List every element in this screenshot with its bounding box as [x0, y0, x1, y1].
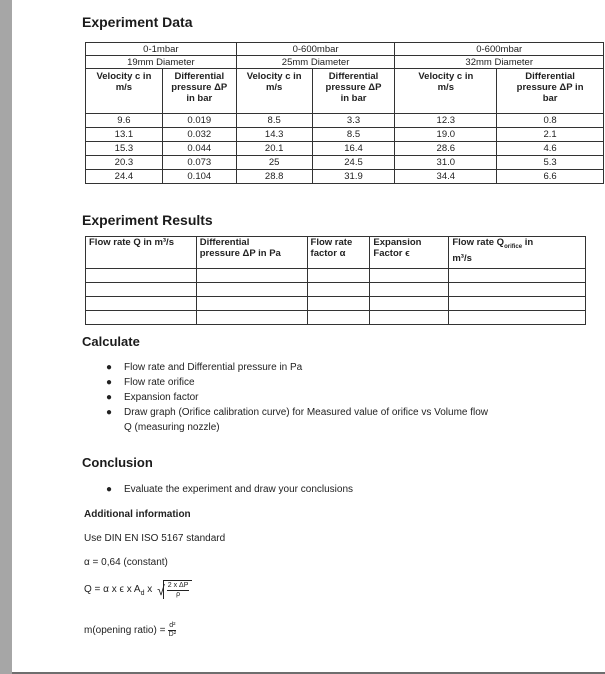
additional-info-heading: Additional information [84, 509, 191, 520]
col-velocity-3: Velocity c in m/s [395, 69, 497, 114]
pipe-range-2: 0-600mbar [236, 43, 395, 56]
table-row [86, 283, 586, 297]
opening-ratio-formula: m(opening ratio) = $\frac{\text{d²}}{\text{D²}}$ [84, 622, 177, 638]
pipe-range-1: 0-1mbar [86, 43, 237, 56]
table-cell: 0.104 [162, 170, 236, 184]
table-cell: 4.6 [497, 142, 604, 156]
table-cell: 0.019 [162, 114, 236, 128]
table-row [86, 311, 586, 325]
table-cell: 16.4 [312, 142, 395, 156]
alpha-text: α = 0,64 (constant) [84, 557, 168, 568]
standard-text: Use DIN EN ISO 5167 standard [84, 533, 226, 544]
col-flow-rate-orifice: Flow rate $Q_{orifice}$ in m³/s [449, 237, 586, 269]
col-expansion-factor: Expansion Factor ϵ [370, 237, 449, 269]
table-cell: 8.5 [236, 114, 312, 128]
table-cell: 6.6 [497, 170, 604, 184]
table-cell: 25 [236, 156, 312, 170]
table-cell: 13.1 [86, 128, 163, 142]
table-cell: 31.0 [395, 156, 497, 170]
table-cell: 28.6 [395, 142, 497, 156]
table-cell: 9.6 [86, 114, 163, 128]
table-cell: 8.5 [312, 128, 395, 142]
table-row [86, 297, 586, 311]
list-item: ● Flow rate and Differential pressure in Pa [106, 362, 303, 373]
table-row [86, 128, 604, 142]
table-cell: 15.3 [86, 142, 163, 156]
calculate-heading: Calculate [82, 334, 140, 349]
col-flow-rate-q: Flow rate Q in m³/s [86, 237, 197, 269]
table-cell: 0.073 [162, 156, 236, 170]
table-cell: 24.5 [312, 156, 395, 170]
col-flow-rate-factor: Flow rate factor α [307, 237, 370, 269]
col-differential-pa: Differential pressure ΔP in Pa [196, 237, 307, 269]
table-cell: 12.3 [395, 114, 497, 128]
col-dp-3: Differential pressure ΔP in bar [497, 69, 604, 114]
pipe-diameter-2: 25mm Diameter [236, 56, 395, 69]
experiment-data-table [85, 42, 604, 184]
col-dp-2: Differential pressure ΔP in bar [312, 69, 395, 114]
flow-formula: Q = α x ϵ x $A_d$ x √ $\frac{\text{2 x ΔP}}{\rho}$ [84, 580, 192, 599]
list-item: ● Expansion factor [106, 392, 199, 403]
experiment-results-heading: Experiment Results [82, 212, 213, 228]
pipe-diameter-3: 32mm Diameter [395, 56, 604, 69]
table-cell: 31.9 [312, 170, 395, 184]
table-cell: 20.1 [236, 142, 312, 156]
table-row [86, 156, 604, 170]
table-cell: 0.044 [162, 142, 236, 156]
table-cell: 14.3 [236, 128, 312, 142]
table-cell: 3.3 [312, 114, 395, 128]
sqrt-icon: √ [157, 581, 165, 598]
table-cell: 19.0 [395, 128, 497, 142]
document-page [12, 0, 605, 674]
table-row [86, 269, 586, 283]
table-cell: 2.1 [497, 128, 604, 142]
col-velocity-1: Velocity c in m/s [86, 69, 163, 114]
conclusion-list [102, 482, 582, 497]
table-cell: 20.3 [86, 156, 163, 170]
col-dp-1: Differential pressure ΔP in bar [162, 69, 236, 114]
list-item: ● Flow rate orifice [106, 377, 195, 388]
table-cell: 0.032 [162, 128, 236, 142]
table-cell: 28.8 [236, 170, 312, 184]
pipe-diameter-1: 19mm Diameter [86, 56, 237, 69]
experiment-data-heading: Experiment Data [82, 14, 193, 30]
list-item: ● Draw graph (Orifice calibration curve) for Measured value of orifice vs Volume flow Q (measuring nozzle) [106, 407, 489, 433]
table-cell: 34.4 [395, 170, 497, 184]
table-cell: 5.3 [497, 156, 604, 170]
pipe-range-3: 0-600mbar [395, 43, 604, 56]
table-cell: 24.4 [86, 170, 163, 184]
calculate-list [102, 360, 582, 435]
experiment-results-table [85, 236, 586, 325]
conclusion-heading: Conclusion [82, 455, 153, 470]
table-cell: 0.8 [497, 114, 604, 128]
table-row [86, 170, 604, 184]
col-velocity-2: Velocity c in m/s [236, 69, 312, 114]
table-row [86, 114, 604, 128]
table-row [86, 142, 604, 156]
list-item: ● Evaluate the experiment and draw your conclusions [106, 484, 354, 495]
